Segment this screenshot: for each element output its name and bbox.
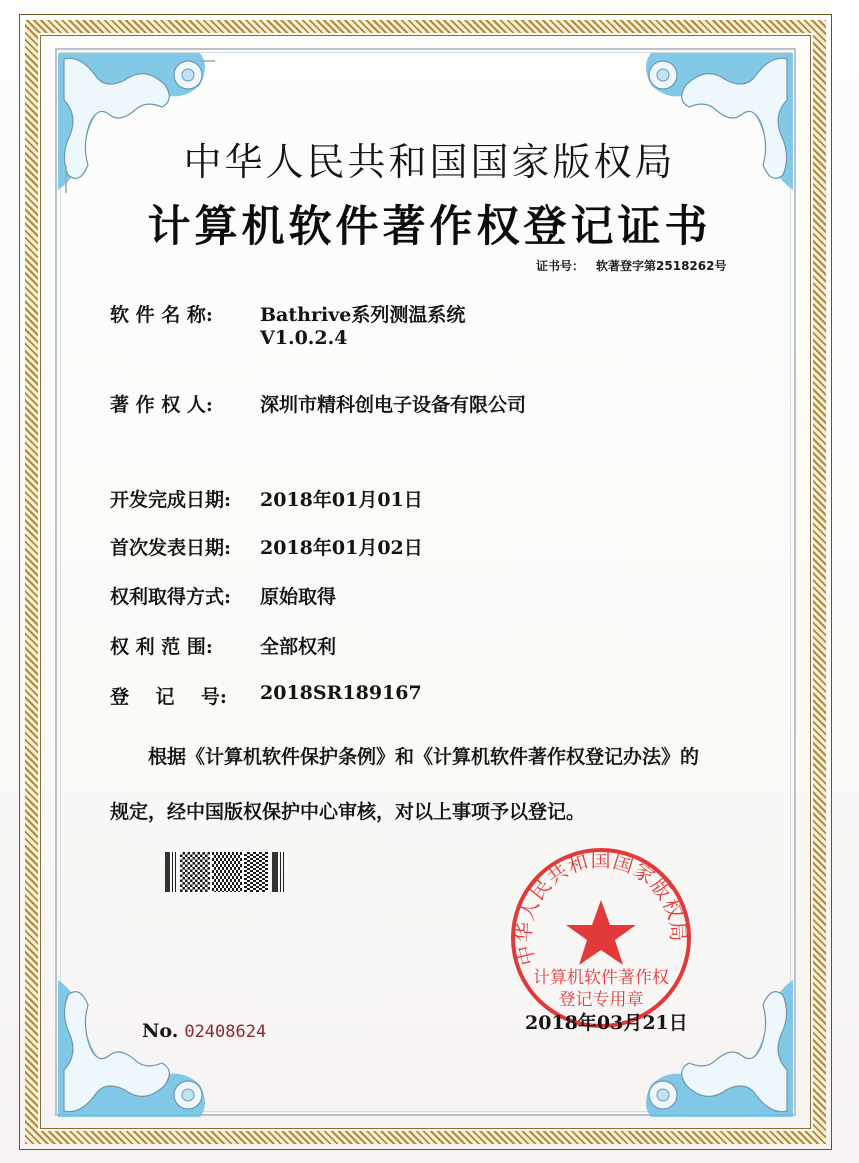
field-label: 著 作 权 人: [110,394,213,416]
software-name: Bathrive系列测温系统 [260,304,466,326]
statement-line-2: 规定，经中国版权保护中心审核，对以上事项予以登记。 [110,801,586,823]
serial-value: 02408624 [184,1022,267,1042]
field-value: 深圳市精科创电子设备有限公司 [260,394,527,416]
field-copyright-owner [110,390,526,417]
serial-label: No. [142,1020,179,1042]
field-publication-date [110,533,423,560]
field-label: 开发完成日期: [110,489,232,511]
field-label: 权 利 范 围: [110,636,213,658]
field-value: 2018年01月01日 [260,489,423,511]
certificate-title: 计算机软件著作权登记证书 [147,202,712,252]
field-label: 软 件 名 称: [110,304,213,326]
barcode-icon [165,852,285,892]
field-label: 权利取得方式: [110,586,232,608]
field-value [260,300,465,349]
issuer-title: 中华人民共和国国家版权局 [183,140,676,184]
issue-date: 2018年03月21日 [525,1012,688,1034]
field-label: 首次发表日期: [110,537,232,559]
field-value: 2018SR189167 [260,682,422,704]
star-icon [566,900,636,965]
field-completion-date [110,485,423,512]
certificate-number-value: 软著登字第2518262号 [596,259,727,273]
field-acquisition-method [110,582,336,609]
certificate-number-label: 证书号： [536,259,585,273]
corner-ornament-bottom-left [50,975,220,1125]
scroll-ornament-icon [50,975,220,1125]
software-version: V1.0.2.4 [260,327,348,349]
seal-inner-line-2: 登记专用章 [558,990,644,1010]
certificate-number [536,257,726,274]
official-seal [508,845,694,1031]
field-label: 登 记 号: [110,686,227,708]
field-value: 全部权利 [260,636,337,658]
seal-inner-line-1: 计算机软件著作权 [533,968,669,988]
field-value: 原始取得 [260,586,337,608]
seal-outer-text: 中华人民共和国国家版权局 [511,848,691,968]
field-value: 2018年01月02日 [260,537,423,559]
field-software-name [110,300,465,349]
statement-line-1: 根据《计算机软件保护条例》和《计算机软件著作权登记办法》的 [148,746,700,768]
field-registration-number [110,682,422,709]
field-rights-scope [110,632,336,659]
serial-number [142,1020,266,1042]
